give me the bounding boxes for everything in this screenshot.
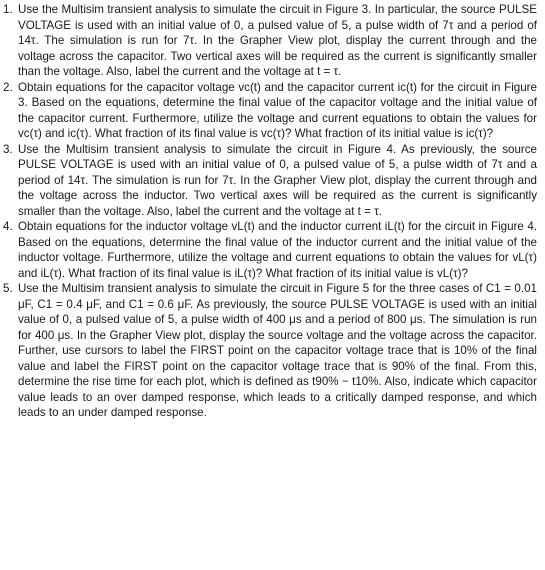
item-text: Use the Multisim transient analysis to simulate the circuit in Figure 3. In particular, the source PULSE VOLTAGE is used with an initial value of 0, a pulsed value of 5, a pulse width of 7τ and a period of 14τ. The simulation is run for 7τ. In the Grapher View plot, display the current through and the voltage across the capacitor. Two vertical axes will be required as the current is significantly smaller than the voltage. Also, label the current and the voltage at t = τ. — [18, 3, 537, 78]
task-list — [0, 2, 537, 421]
item-text: Obtain equations for the capacitor voltage vc(t) and the capacitor current ic(t) for the circuit in Figure 3. Based on the equations, determine the final value of the capacitor voltage and the initial value of the capacitor current. Furthermore, utilize the voltage and current equations to obtain the values for vc(τ) and ic(τ). What fraction of its final value is vc(τ)? What fraction of its initial value is ic(τ)? — [18, 80, 537, 140]
item-number: 5. — [3, 282, 13, 295]
item-text: Use the Multisim transient analysis to simulate the circuit in Figure 4. As previously, the source PULSE VOLTAGE is used with an initial value of 0, a pulsed value of 5, a pulse width of 7τ and a period of 14τ. The simulation is run for 7τ. In the Grapher View plot, display the current through and the voltage across the inductor. Two vertical axes will be required as the current is significantly smaller than the voltage. Also, label the current and the voltage at t = τ. — [18, 142, 537, 218]
list-item — [0, 2, 537, 80]
list-item — [0, 281, 537, 421]
item-number: 2. — [3, 80, 13, 94]
item-text: Use the Multisim transient analysis to simulate the circuit in Figure 5 for the three cases of C1 = 0.01 μF, C1 = 0.4 μF, and C1 = 0.6 μF. As previously, the source PULSE VOLTAGE is used with an initial value of 0, a pulsed value of 5, a pulse width of 400 μs and a period of 800 μs. The simulation is run for 400 μs. In the Grapher View plot, display the source voltage and the voltage across the capacitor. Further, use cursors to label the FIRST point on the capacitor voltage trace that is 10% of the final value and label the FIRST point on the capacitor voltage trace that is 90% of the final. From this, determine the rise time for each plot, which is defined as t90% − t10%. Also, indicate which capacitor value leads to an over damped response, which leads to a critically damped response, and which leads to an under damped response. — [18, 282, 537, 419]
list-item — [0, 219, 537, 281]
item-text: Obtain equations for the inductor voltage vL(t) and the inductor current iL(t) for the circuit in Figure 4. Based on the equations, determine the final value of the inductor current and the initial value of the inductor voltage. Furthermore, utilize the voltage and current equations to obtain the values for vL(τ) and iL(τ). What fraction of its final value is iL(τ)? What fraction of its initial value is vL(τ)? — [18, 220, 537, 280]
list-item — [0, 142, 537, 220]
item-number: 1. — [3, 3, 13, 16]
item-number: 3. — [3, 142, 13, 156]
item-number: 4. — [3, 220, 13, 233]
list-item — [0, 80, 537, 142]
